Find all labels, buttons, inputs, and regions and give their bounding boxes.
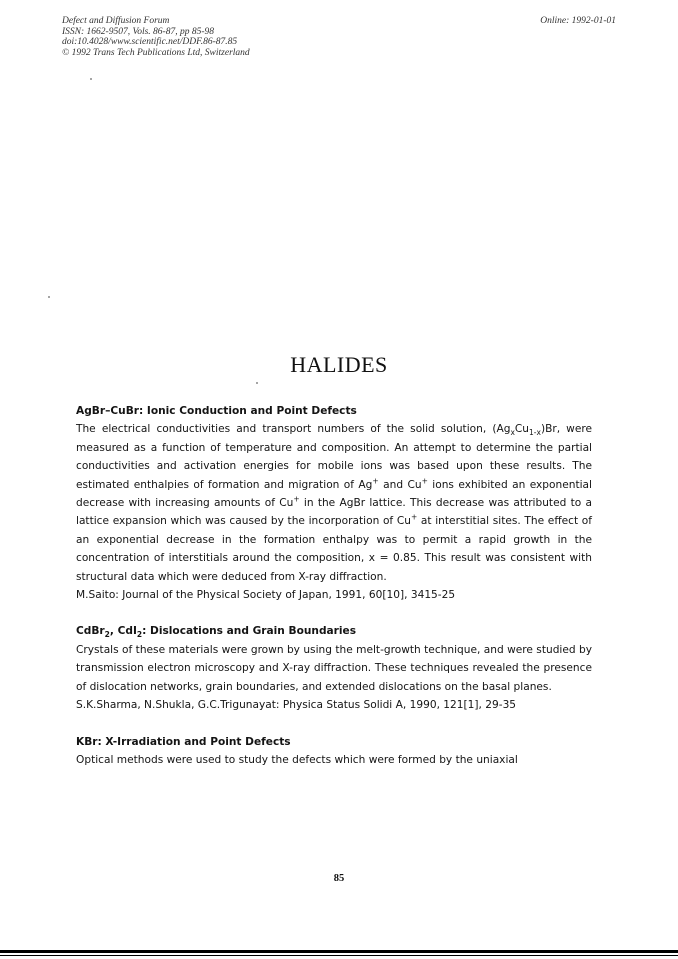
citation: M.Saito: Journal of the Physical Society of Japan, 1991, 60[10], 3415-25 bbox=[76, 589, 456, 602]
page-number: 85 bbox=[333, 873, 345, 884]
copyright-line: © 1992 Trans Tech Publications Ltd, Switzerland bbox=[62, 47, 250, 58]
journal-name: Defect and Diffusion Forum bbox=[62, 16, 170, 26]
doi-line: doi:10.4028/www.scientific.net/DDF.86-87.85 bbox=[62, 37, 238, 47]
article-header bbox=[62, 16, 250, 58]
section-paragraph: Optical methods were used to study the defects which were formed by the uniaxial bbox=[76, 753, 518, 766]
speck-dot bbox=[90, 78, 92, 80]
speck-dot bbox=[48, 296, 50, 298]
section-heading: CdBr$_2$, CdI$_2$: Dislocations and Grain Boundaries bbox=[76, 625, 357, 640]
footer-rule bbox=[0, 950, 678, 953]
citation: S.K.Sharma, N.Shukla, G.C.Trigunayat: Physica Status Solidi A, 1990, 121[1], 29-35 bbox=[76, 699, 517, 712]
speck-dot bbox=[256, 382, 258, 384]
section-paragraph: Crystals of these materials were grown by using the melt-growth technique, and were studied by transmission electron microscopy and X-ray diffraction. These techniques revealed the presence of dislocation networks, grain boundaries, and extended dislocations on the basal planes. bbox=[76, 643, 592, 693]
online-date: Online: 1992-01-01 bbox=[540, 16, 616, 26]
section-paragraph: The electrical conductivities and transport numbers of the solid solution, $(Ag_xCu_{1-x})Br$, were measured as a function of temperature and composition. An attempt to determine the partial conductivities and activation energies for mobile ions was based upon these results. The estimated enthalpies of formation and migration of Ag+ and Cu+ ions exhibited an exponential decrease with increasing amounts of Cu+ in the AgBr lattice. This decrease was attributed to a lattice expansion which was caused by the incorporation of Cu+ at interstitial sites. The effect of an exponential decrease in the formation enthalpy was to permit a rapid growth in the concentration of interstitials around the composition, x = 0.85. This result was consistent with structural data which were deduced from X-ray diffraction. bbox=[76, 423, 592, 583]
page-title: HALIDES bbox=[290, 352, 388, 377]
section-heading: KBr: X-Irradiation and Point Defects bbox=[76, 735, 291, 748]
footer-rule-thin bbox=[0, 955, 678, 956]
issn-line: ISSN: 1662-9507, Vols. 86-87, pp 85-98 bbox=[62, 26, 214, 37]
section-heading: AgBr–CuBr: Ionic Conduction and Point Defects bbox=[76, 405, 357, 417]
main-content bbox=[76, 402, 592, 769]
